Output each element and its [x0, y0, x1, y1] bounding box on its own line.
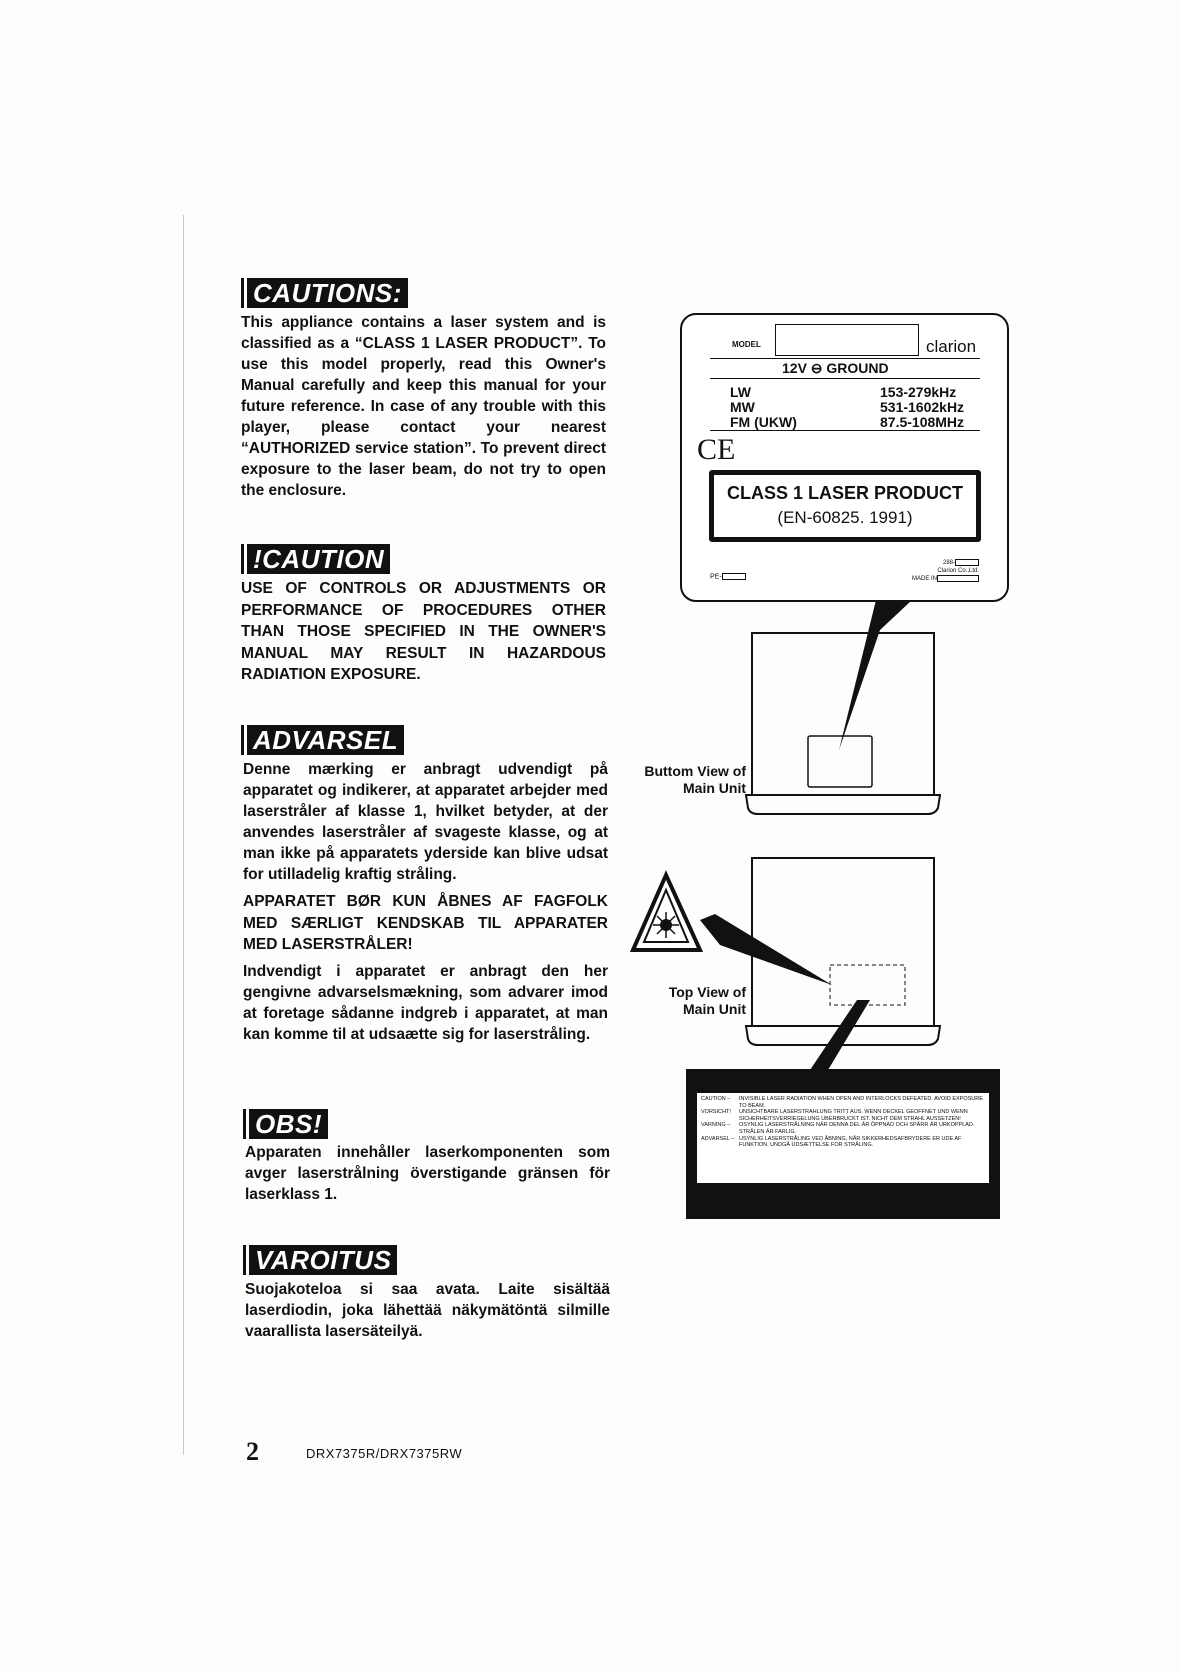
caution-body: USE OF CONTROLS OR ADJUSTMENTS OR PERFORMANCE OF PROCEDURES OTHER THAN THOSE SPECIFIED IN THE OWNER'S MANUAL MAY RESULT IN HAZARDOUS RADIATION EXPOSURE.: [241, 580, 606, 683]
warning-row: VORSICHT! UNSICHTBARE LASERSTRAHLUNG TRITT AUS. WENN DECKEL GEOFFNET UND WENN SICHERHEITSVERRIEGELUNG UBERBRUCKT IST. NICHT DEM STRAHL AUSSETZEN!: [701, 1109, 968, 1122]
band-range: 87.5-108MHz: [880, 414, 965, 430]
laser-warning-label: [686, 1069, 1000, 1219]
class-title: CLASS 1 LASER PRODUCT: [726, 483, 964, 503]
model-label: MODEL: [732, 340, 761, 349]
divider: [710, 430, 980, 431]
pe-code: PE-: [710, 573, 746, 580]
cautions-heading: CAUTIONS:: [244, 278, 408, 308]
ground-spec: 12V ⊖ GROUND: [782, 360, 889, 376]
model-number: DRX7375R/DRX7375RW: [306, 1446, 463, 1461]
faceplate: [746, 795, 940, 814]
class-1-laser-badge: [709, 470, 981, 542]
divider: [710, 378, 980, 379]
page-number: 2: [246, 1437, 259, 1466]
band-row: [730, 400, 970, 415]
class-standard: (EN-60825. 1991): [777, 508, 913, 527]
band-name: MW: [730, 399, 755, 415]
top-view-label: Top View of Main Unit: [668, 984, 746, 1017]
warning-label-text: [697, 1093, 989, 1183]
band-table: [730, 385, 970, 430]
varoitus-heading: VAROITUS: [246, 1245, 397, 1275]
varoitus-body: Suojakoteloa si saa avata. Laite sisältää laserdiodin, joka lähettää näkymätöntä silmille vaarallista lasersäteilyä.: [245, 1281, 610, 1340]
advarsel-heading: ADVARSEL: [244, 725, 404, 755]
label-position: [808, 736, 872, 787]
top-view-unit: [752, 858, 934, 1026]
binding-margin-line: [183, 215, 184, 1455]
warning-row: CAUTION – INVISIBLE LASER RADIATION WHEN OPEN AND INTERLOCKS DEFEATED. AVOID EXPOSURE TO BEAM.: [701, 1096, 983, 1109]
divider: [710, 358, 980, 359]
maker-info: 288- Clarion Co.,Ltd. MADE IN: [911, 560, 979, 583]
advarsel-body-3: Indvendigt i apparatet er anbragt den her gengivne advarselsmækning, som advarer imod at foretage sådanne indgreb i apparatet, at man kan komme til at udsaætte sig for laserstråling.: [243, 963, 608, 1043]
advarsel-body-2: APPARATET BØR KUN ÅBNES AF FAGFOLK MED SÆRLIGT KENDSKAB TIL APPARATER MED LASERSTRÅLER!: [243, 893, 608, 953]
brand-logo: clarion: [926, 337, 977, 356]
cautions-body: This appliance contains a laser system and is classified as a “CLASS 1 LASER PRODUCT”. To use this model properly, read this Owner's Manual carefully and keep this manual for your future reference. In case of any trouble with this player, please contact your nearest “AUTHORIZED service station”. To prevent direct exposure to the laser beam, do not try to open the enclosure.: [241, 314, 606, 499]
model-field: [775, 324, 919, 356]
band-row: [730, 415, 970, 430]
obs-heading: OBS!: [246, 1109, 328, 1139]
rating-label: [680, 313, 1009, 602]
caution-heading: !CAUTION: [244, 544, 390, 574]
advarsel-body-1: Denne mærking er anbragt udvendigt på apparatet og indikerer, at apparatet arbejder med laserstråler af klasse 1, hvilket betyder, at der anvendes laserstråler af svageste klasse, og at man ikke på apparatets yderside kan blive udsat for utilladelig kraftig stråling.: [243, 761, 608, 883]
band-row: [730, 385, 970, 400]
warning-label-position: [830, 965, 905, 1005]
maker-name: Clarion Co.,Ltd.: [937, 568, 979, 575]
warning-row: ADVARSEL – USYNLIG LASERSTRÅLING VED ÅBNING, NÅR SIKKERHEDSAFBRYDERE ER UDE AF FUNKTION. UNDGÅ UDSÆTTELSE FOR STRÅLING.: [701, 1135, 962, 1149]
band-range: 531-1602kHz: [880, 399, 965, 415]
band-range: 153-279kHz: [880, 384, 957, 400]
band-name: LW: [730, 384, 751, 400]
bottom-view-unit: [752, 633, 934, 795]
pointer-arrow: [839, 600, 912, 750]
pointer-arrow: [810, 1000, 870, 1070]
bottom-view-label: Buttom View of Main Unit: [644, 763, 746, 796]
pointer-arrow: [700, 914, 832, 985]
obs-body: Apparaten innehåller laserkomponenten som avger laserstrålning överstigande gränsen för laserklass 1.: [245, 1144, 610, 1203]
warning-row: VARNING – OSYNLIG LASERSTRÅLNING NÄR DENNA DEL ÄR ÖPPNAD OCH SPÄRR ÄR URKOPPLAD. STRÅLEN ÄR FARLIG.: [701, 1122, 975, 1135]
ce-mark: CE: [697, 433, 736, 466]
band-name: FM (UKW): [730, 414, 797, 430]
